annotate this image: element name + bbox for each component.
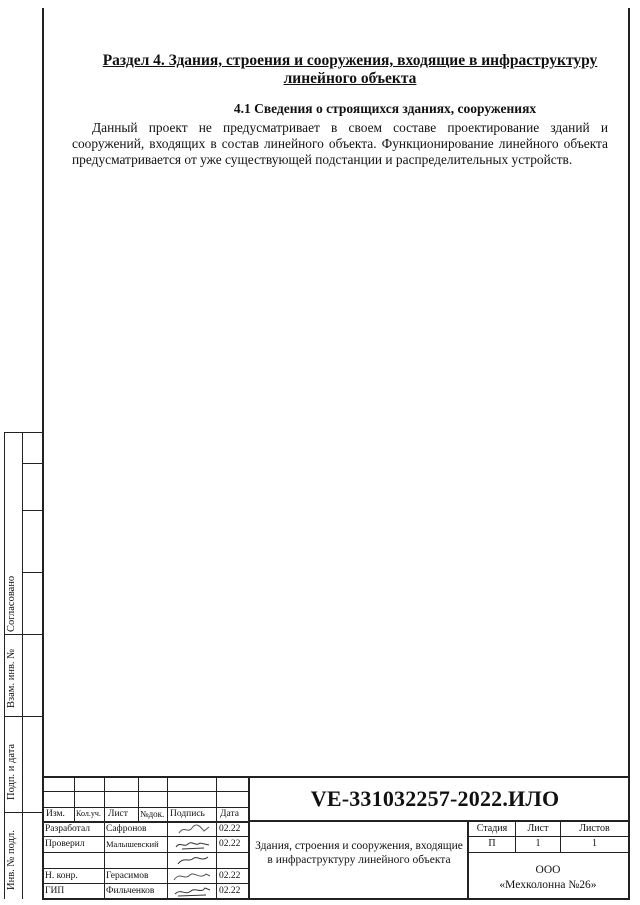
header-kol: Кол.уч. — [76, 809, 101, 818]
grid-h-1 — [42, 791, 248, 792]
row-name-norm: Герасимов — [106, 871, 149, 881]
side-column-div-4 — [4, 634, 43, 635]
body-paragraph: Данный проект не предусматривает в своем составе проектирование зданий и сооружений, входящих в состав линейного объекта. Функционирование линейного объекта предусматривается от уже существующей подстанции и распределительных устройств. — [72, 120, 608, 168]
header-podpis: Подпись — [170, 809, 205, 819]
side-label-inv: Инв. № подл. — [6, 830, 17, 890]
stage-grid-h1 — [467, 836, 630, 837]
stamp-top-line — [42, 776, 630, 778]
row-date-checker: 02.22 — [219, 839, 241, 849]
side-column-top — [4, 432, 43, 433]
organization-line1: ООО — [535, 864, 561, 876]
row-name-gip: Фильченков — [106, 886, 155, 896]
signature-norm — [172, 869, 212, 881]
side-label-agreed: Согласовано — [6, 575, 17, 632]
organization-line2: «Мехколонна №26» — [499, 879, 597, 891]
row-name-checker: Малышевский — [106, 839, 159, 849]
grid-v-4 — [167, 776, 168, 899]
grid-h-5 — [42, 852, 248, 853]
grid-h-3 — [42, 821, 248, 823]
subsection-title: 4.1 Сведения о строящихся зданиях, сооружениях — [233, 101, 537, 116]
side-label-vzam: Взам. инв. № — [6, 648, 17, 708]
row-role-developer: Разработал — [45, 824, 90, 834]
grid-h-2 — [42, 807, 248, 808]
stage-value: П — [488, 838, 496, 849]
grid-v-2 — [104, 776, 105, 899]
signature-gip — [172, 884, 212, 896]
row-role-gip: ГИП — [45, 886, 65, 896]
side-column-div-3 — [22, 572, 43, 573]
grid-h-4 — [42, 836, 248, 837]
grid-v-5 — [216, 776, 217, 899]
grid-h-7 — [42, 883, 248, 884]
row-date-norm: 02.22 — [219, 871, 241, 881]
header-list: Лист — [108, 809, 128, 819]
row-date-gip: 02.22 — [219, 886, 241, 896]
side-label-podp: Подп. и дата — [6, 743, 17, 800]
row-role-checker: Проверил — [45, 839, 85, 849]
frame-bottom-border — [42, 898, 630, 900]
document-code: VE-331032257-2022.ИЛО — [310, 786, 560, 811]
frame-right-border — [628, 8, 630, 899]
signature-extra — [174, 853, 212, 865]
section-title: Раздел 4. Здания, строения и сооружения, входящие в инфраструктуру линейного объекта — [102, 52, 598, 87]
row-name-developer: Сафронов — [106, 824, 147, 834]
grid-v-3 — [138, 776, 139, 822]
side-column-div-2 — [22, 510, 43, 511]
signature-checker — [174, 837, 212, 849]
header-data: Дата — [220, 809, 239, 819]
header-izm: Изм. — [46, 809, 65, 819]
stage-header: Стадия — [476, 823, 508, 834]
stamp-mid-line — [248, 820, 630, 822]
sheet-header: Лист — [527, 823, 549, 834]
side-column-div-6 — [4, 812, 43, 813]
side-column-div-1 — [22, 463, 43, 464]
side-column-div-5 — [4, 716, 43, 717]
signature-developer — [176, 822, 212, 834]
sheet-value: 1 — [535, 838, 541, 849]
frame-left-border — [42, 8, 44, 899]
row-role-norm: Н. конр. — [45, 871, 78, 881]
grid-h-6 — [42, 868, 248, 869]
side-column-inner-line — [22, 432, 23, 899]
stage-grid-h2 — [467, 852, 630, 853]
header-ndok: №док. — [140, 809, 165, 819]
sheets-value: 1 — [592, 838, 597, 849]
document-title: Здания, строения и сооружения, входящие в инфраструктуру линейного объекта — [255, 840, 463, 866]
sheets-header: Листов — [579, 823, 610, 834]
row-date-developer: 02.22 — [219, 824, 241, 834]
grid-v-1 — [74, 776, 75, 822]
side-column-left-border — [4, 432, 5, 899]
organization — [468, 863, 628, 893]
